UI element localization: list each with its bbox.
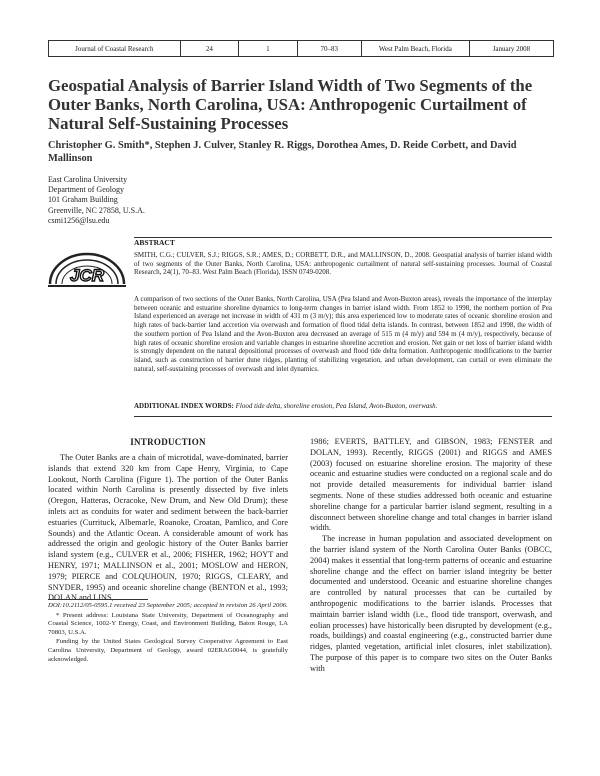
footnote-funding: Funding by the United States Geological Survey Cooperative Agreement to East Carolina University, Department of Geology, award 02ERAG0044, is gratefully acknowledged. xyxy=(48,638,288,663)
footnote-address: * Present address: Louisiana State University, Department of Oceanography and Coastal Science, 1002-Y Energy, Coast, and Environment Building, Baton Rouge, LA 70803, U.S.A. xyxy=(48,611,288,636)
logo-text: JCR xyxy=(69,266,105,285)
paper-title: Geospatial Analysis of Barrier Island Width of Two Segments of the Outer Banks, North Carolina, USA: Anthropogenic Curtailment of Natural Self-Sustaining Processes xyxy=(48,76,533,133)
abstract-text: A comparison of two sections of the Outer Banks, North Carolina, USA (Pea Island and Avon-Buxton areas), reveals the importance of the interplay between oceanic and estuarine shoreline dynamics to long-term changes in barrier island width. From 1852 to 1998, the northern portion of Pea Island experienced an average net increase in width of 431 m (3 m/y); this area experienced low to moderate rates of oceanic shoreline erosion and high rates of back-barrier land accretion via overwash and formation of flood tidal delta islands. In contrast, between 1852 and 1998, the width of the southern portion of Pea Island and the Avon-Buxton area decreased an average of 515 m (4 m/y) and 594 m (4 m/y), respectively, because of high rates of oceanic shoreline erosion and variable changes in estuarine shoreline accretion and erosion. Net gain or net loss of barrier island width is strongly dependent on the natural depositional processes of overwash and flood tide delta formation. Anthropogenic modifications to the barrier island, such as construction of barrier dune ridges, planting of stabilizing vegetation, and urban development, can curtail or even eliminate the natural, self-sustaining processes of overwash and inlet dynamics. xyxy=(134,295,552,373)
body-column-left xyxy=(48,453,288,604)
body-paragraph: 1986; EVERTS, BATTLEY, and GIBSON, 1983; FENSTER and DOLAN, 1993). Recently, RIGGS (2001) and RIGGS and AMES (2003) focused on estuarine shoreline erosion. The majority of these oceanic and estuarine studies were conducted on a regional scale and do not provide detailed measurements for individual barrier island segments. None of these studies addressed both oceanic and estuarine shoreline change for a particular barrier island segment, resulting in a disconnect between shoreline change and total changes in barrier island width. xyxy=(310,437,552,533)
jcr-logo xyxy=(46,248,128,290)
author-email[interactable]: csmi1256@lsu.edu xyxy=(48,215,110,225)
footnote-divider xyxy=(48,599,148,600)
author-list: Christopher G. Smith*, Stephen J. Culver, Stanley R. Riggs, Dorothea Ames, D. Reide Corbett, and David Mallinson xyxy=(48,140,517,164)
abstract-label: ABSTRACT xyxy=(134,238,175,247)
header-journal: Journal of Coastal Research xyxy=(49,41,181,56)
index-words xyxy=(134,402,552,411)
section-heading: INTRODUCTION xyxy=(130,437,206,447)
affiliation-line: Department of Geology xyxy=(48,185,124,195)
body-paragraph: The Outer Banks are a chain of microtidal, wave-dominated, barrier islands that extend 320 km from Cape Henry, Virginia, to Cape Lookout, North Carolina (Figure 1). The portion of the Outer Banks located within North Carolina is presently dissected by five inlets (Oregon, Hatteras, Ocracoke, New Drum, and New Old Drum); these inlets act as conduits for water and sediment between the back-barrier estuaries (Currituck, Albemarle, Roanoke, Croatan, Pamlico, and Core Sounds) and the Atlantic Ocean. A considerable amount of work has addressed the origin and geologic history of the Outer Banks barrier island system (e.g., CULVER et al., 2006; FISHER, 1962; HOYT and HENRY, 1971; MALLINSON et al., 2001; MOSLOW and HERON, 1979; PIERCE and COLQUHOUN, 1970; RIGGS, CLEARY, and SNYDER, 1995) and oceanic shoreline change (BENTON et al., 1993; DOLAN and LINS, xyxy=(48,453,288,603)
footnote-doi: DOI:10.2112/05-0595.1 received 23 September 2005; accepted in revision 26 April 2006. xyxy=(48,602,288,609)
affiliation xyxy=(48,175,248,226)
abstract-label-bar xyxy=(134,237,552,248)
header-volume: 24 xyxy=(181,41,239,56)
divider xyxy=(134,416,552,417)
keywords-label: ADDITIONAL INDEX WORDS: xyxy=(134,402,234,410)
journal-header xyxy=(48,40,554,57)
affiliation-line: Greenville, NC 27858, U.S.A. xyxy=(48,205,145,215)
body-paragraph: The increase in human population and associated development on the barrier island system of the North Carolina Outer Banks (OBCC, 2004) makes it essential that long-term patterns of oceanic and estuarine shoreline change and the effect on barrier island integrity be better documented and understood. Oceanic and estuarine shoreline changes are controlled by natural processes that can be curtailed by anthropogenic modifications to the barrier islands. Processes that maintain barrier island width (i.e., flood tide transport, overwash, and eolian processes) have historically been disrupted by development (e.g., roads, buildings) and coastal engineering (e.g., constructed barrier dune ridges, planted vegetation, artificial inlet closures, inlet stabilization). The purpose of this paper is to compare two sites on the Outer Banks with xyxy=(310,534,552,673)
header-location: West Palm Beach, Florida xyxy=(362,41,470,56)
header-issue: 1 xyxy=(239,41,297,56)
keywords-text: Flood tide delta, shoreline erosion, Pea Island, Avon-Buxton, overwash. xyxy=(235,402,438,410)
footnotes xyxy=(48,602,288,665)
header-date: January 2008 xyxy=(492,44,531,53)
affiliation-line: 101 Graham Building xyxy=(48,195,118,205)
body-column-right xyxy=(310,437,552,675)
affiliation-line: East Carolina University xyxy=(48,175,128,184)
header-pages: 70–83 xyxy=(298,41,362,56)
citation: SMITH, C.G.; CULVER, S.J.; RIGGS, S.R.; AMES, D.; CORBETT, D.R., and MALLINSON, D., 2008. Geospatial analysis of barrier island width of two segments of the Outer Banks, North Carolina, USA: anthropogenic curtailment of natural self-sustaining processes. Journal of Coastal Research, 24(1), 70–83. West Palm Beach (Florida), ISSN 0749-0208. xyxy=(134,251,552,277)
